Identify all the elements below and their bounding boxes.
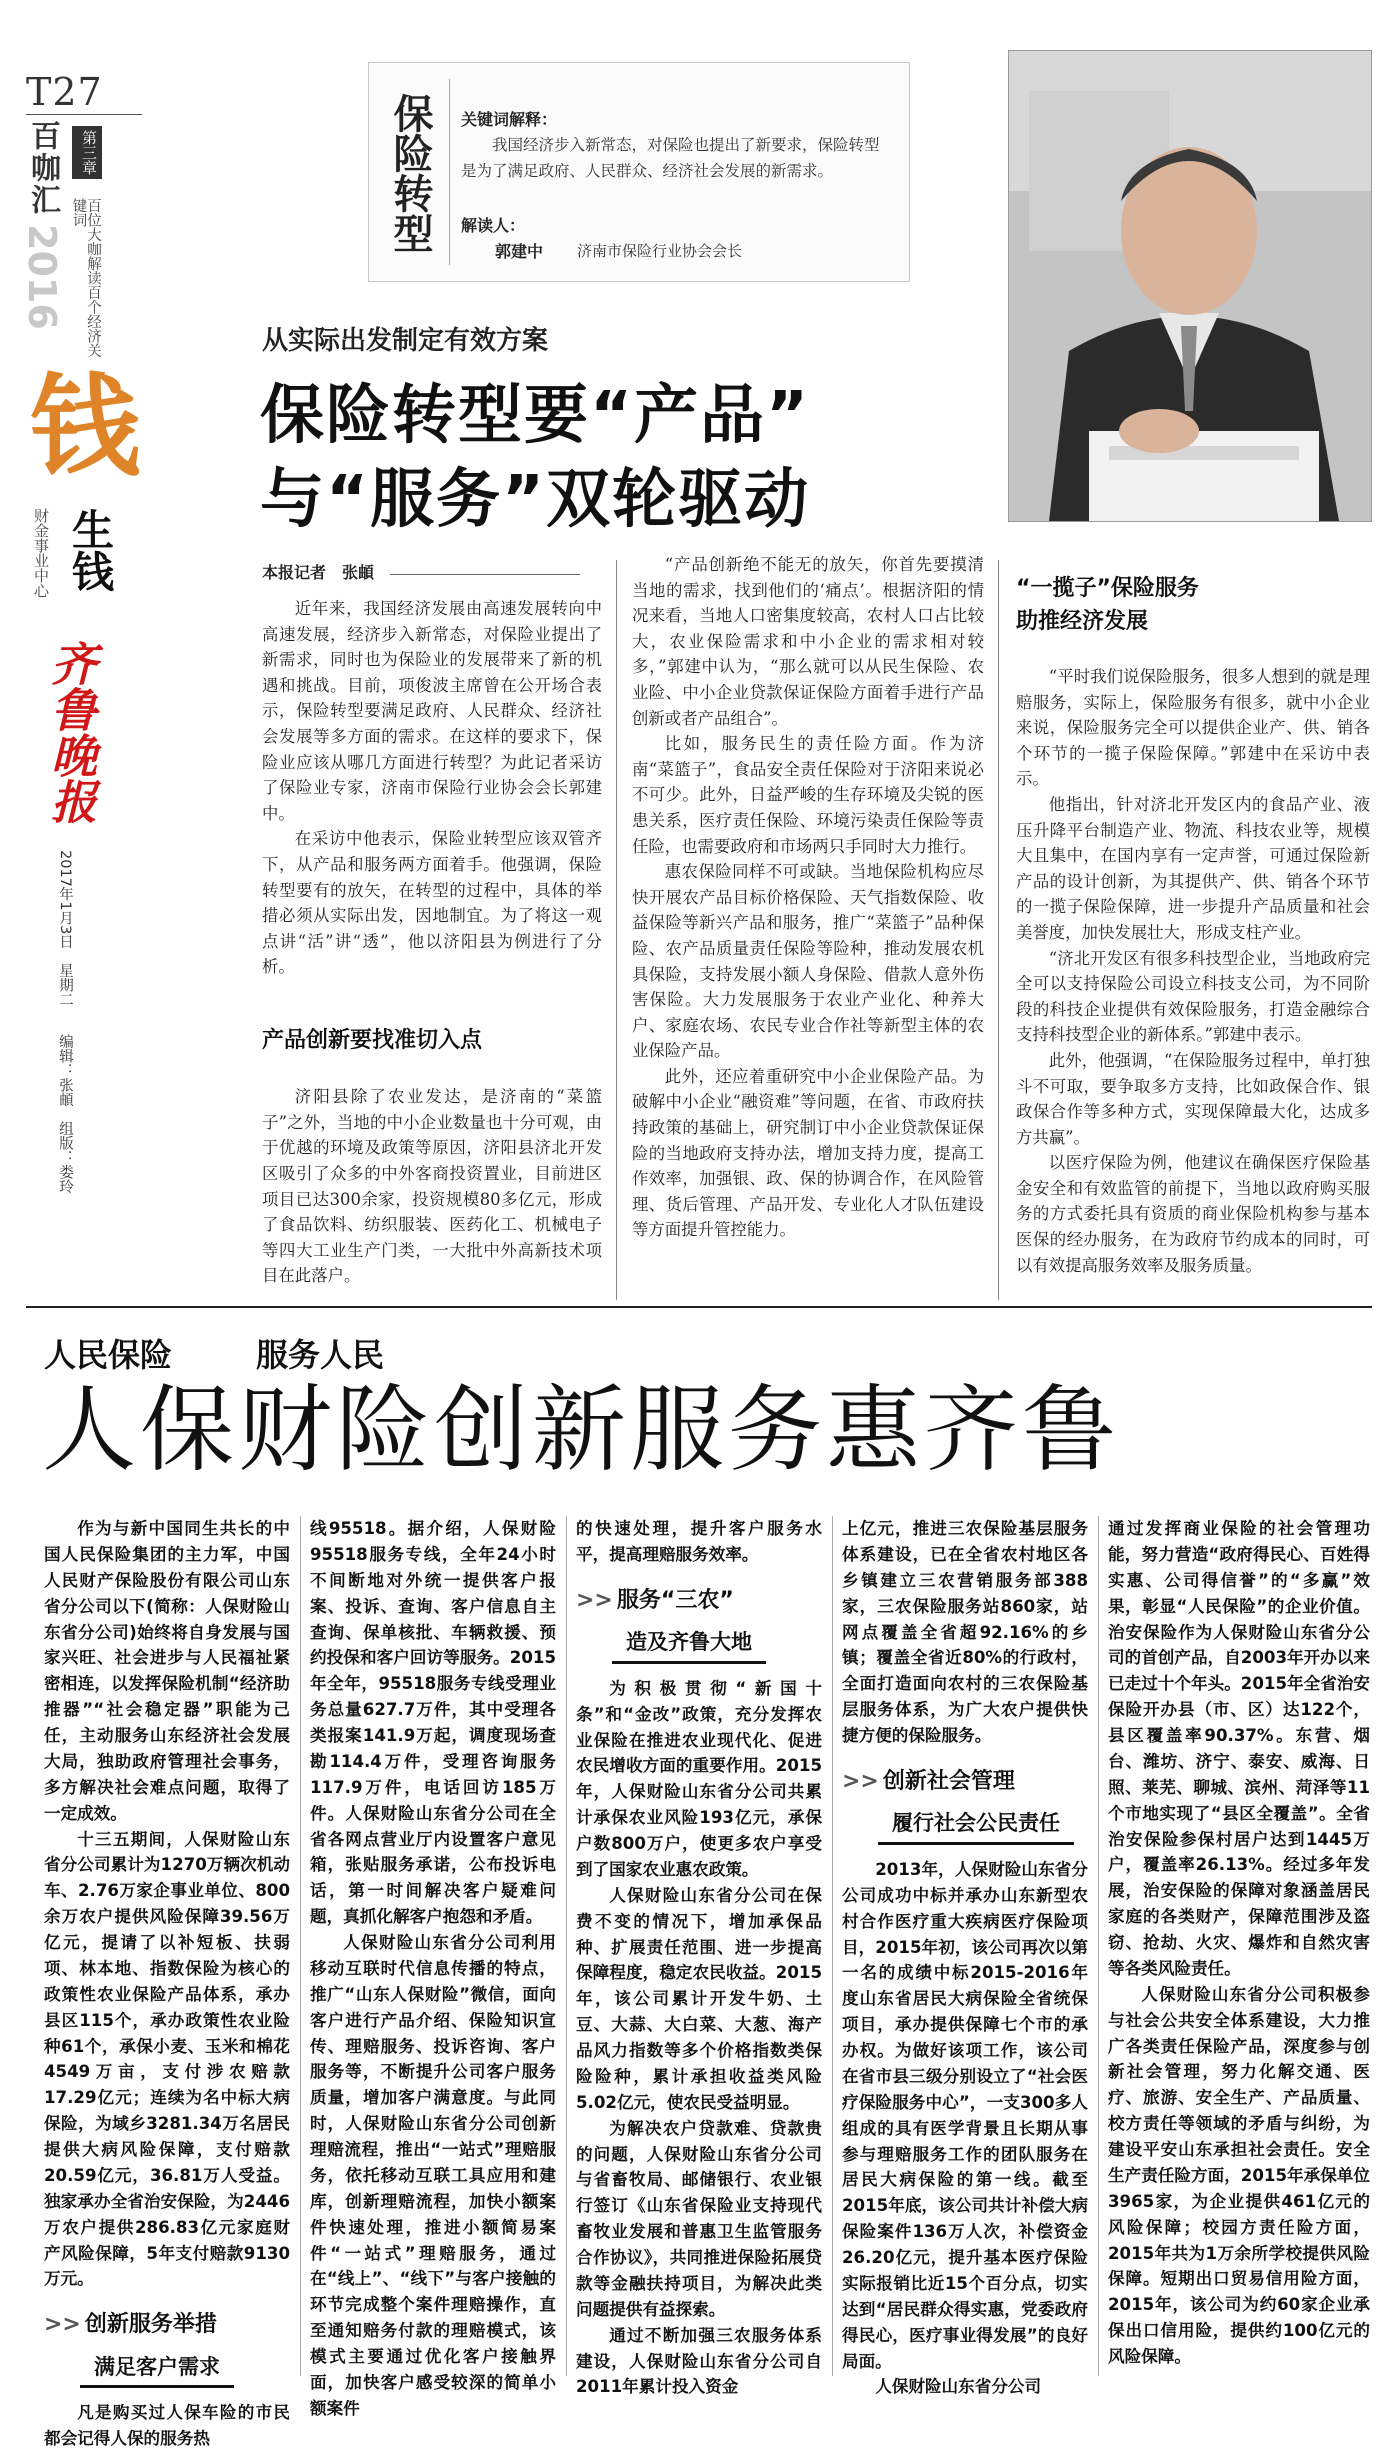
- column-divider: [998, 560, 999, 1300]
- paragraph: 通过不断加强三农服务体系建设，人保财险山东省分公司自2011年累计投入资金: [576, 2325, 822, 2397]
- article2-column-2: [310, 1516, 556, 2418]
- paragraph: 他指出，针对济北开发区内的食品产业、液压升降平台制造产业、物流、科技农业等，规模大且集中，在国内享有一定声誉，可通过保险新产品的设计创新，为其提供产、供、销各个环节的一揽子保险保障，进一步提升产品质量和社会美誉度，加快发展壮大，形成支柱产业。: [1016, 794, 1370, 942]
- byline-rule: [390, 574, 580, 575]
- keyword-label: 关键词解释：: [461, 110, 558, 129]
- paragraph: 以医疗保险为例，他建议在确保医疗保险基金安全和有效监管的前提下，当地以政府购买服务的方式委托具有资质的商业保险机构参与基本医保的经办服务，在为政府节约成本的同时，可以有效提高服务效率及服务质量。: [1016, 1153, 1370, 1275]
- paragraph: 为解决农户贷款难、贷款贵的问题，人保财险山东省分公司与省畜牧局、邮储银行、农业银行签订《山东省保险业支持现代畜牧业发展和普惠卫生监管服务合作协议》，共同推进保险拓展贷款等金融扶持项目，为解决此类问题提供有益探索。: [576, 2118, 822, 2319]
- paper-logo: 齐鲁晚报: [44, 640, 98, 824]
- keyword-explanation: 我国经济步入新常态，对保险也提出了新要求，保险转型是为了满足政府、人民群众、经济社会发展的新需求。: [461, 136, 880, 180]
- page-number: T27: [26, 70, 103, 114]
- paragraph: 2013年，人保财险山东省分公司成功中标并承办山东新型农村合作医疗重大疾病医疗保险项目，2015年初，该公司再次以第一名的成绩中标2015-2016年度山东省居民大病保险全省统保项目，承办提供保障七个市的承办权。为做好该项工作，该公司在省市县三级分别设立了“社会医疗保险服务中心”，一支300多人组成的具有医学背景且长期从事参与理赔服务工作的团队服务在居民大病保险的第一线。截至2015年底，该公司共计补偿大病保险案件136万人次，补偿资金26.20亿元，提升基本医疗保险实际报销比近15个百分点，切实达到“居民群众得实惠，党委政府得民心，医疗事业得发展”的良好局面。: [842, 1859, 1088, 2371]
- masthead-rule: [26, 114, 142, 115]
- article2-column-4: [842, 1516, 1088, 2397]
- date-line: 2017年1月3日 星期二: [57, 850, 73, 1007]
- subheading-line1: “一揽子”保险服务: [1016, 576, 1199, 601]
- portrait-illustration: [1009, 51, 1371, 521]
- paragraph: 凡是购买过人保车险的市民都会记得人保的服务热: [44, 2403, 290, 2449]
- paragraph: “平时我们说保险服务，很多人想到的就是理赔服务，实际上，保险服务有很多，就中小企业来说，保险服务完全可以提供企业产、供、销各个环节的一揽子保险保障。”郭建中在采访中表示。: [1016, 667, 1370, 789]
- editor-line: 编辑：张頔 组版：娄玲: [57, 1034, 73, 1194]
- paragraph: 的快速处理，提升客户服务水平，提高理赔服务效率。: [576, 1519, 822, 1564]
- article1-byline: 本报记者 张頔: [262, 563, 375, 582]
- paragraph: 惠农保险同样不可或缺。当地保险机构应尽快开展农产品目标价格保险、天气指数保险、收益保险等新兴产品和服务，推广“菜篮子”品种保险、农产品质量责任保险等险种，推动发展农机具保险，支持发展小额人身保险、借款人意外伤害保险。大力发展服务于农业产业化、种养大户、家庭农场、农民专业合作社等新型主体的农业保险产品。: [632, 862, 984, 1061]
- column-divider: [566, 1516, 567, 2376]
- paragraph: 人保财险山东省分公司积极参与社会公共安全体系建设，大力推广各类责任保险产品，深度参与创新社会管理，努力化解交通、医疗、旅游、安全生产、产品质量、校方责任等领域的矛盾与纠纷，为建设平安山东承担社会责任。安全生产责任险方面，2015年承保单位3965家，为企业提供461亿元的风险保障；校园方责任险方面，2015年共为1万余所学校提供风险保障。短期出口贸易信用险方面，2015年，该公司为约60家企业承保出口信用险，提供约100亿元的风险保障。: [1108, 1984, 1370, 2366]
- paragraph: 此外，还应着重研究中小企业保险产品。为破解中小企业“融资难”等问题，在省、市政府扶持政策的基础上，研究制订中小企业贷款保证保险的当地政府支持办法，增加支持力度，提高工作效率，加强银、政、保的协调合作，在风险管理、货后管理、产品开发、专业化人才队伍建设等方面提升管控能力。: [632, 1066, 984, 1240]
- paragraph: 上亿元，推进三农保险基层服务体系建设，已在全省农村地区各乡镇建立三农营销服务部388家，三农保险服务站860家，站网点覆盖全省超92.16%的乡镇；覆盖全省近80%的行政村，全面打造面向农村的三农保险基层服务体系，为广大农户提供快捷方便的保险服务。: [842, 1519, 1088, 1745]
- article2-tagline-1: 人民保险: [44, 1336, 173, 1374]
- interpreter-name: 郭建中: [495, 242, 544, 261]
- column-divider: [300, 1516, 301, 2376]
- column-divider: [616, 560, 617, 1300]
- article1-headline-line1: 保险转型要“产品”: [260, 379, 811, 453]
- paragraph: 在采访中他表示，保险业转型应该双管齐下，从产品和服务两方面着手。他强调，保险转型要有的放矢，在转型的过程中，具体的举措必须从实际出发，因地制宜。为了将这一观点讲“活”讲“透”，他以济阳县为例进行了分析。: [262, 829, 602, 977]
- paragraph: 人保财险山东省分公司在保费不变的情况下，增加承保品种、扩展责任范围、进一步提高保障程度，稳定农民收益。2015年，该公司累计开发牛奶、土豆、大蒜、大白菜、大葱、海产品风力指数等多个价格指数类保险险种，累计承担收益类风险5.02亿元，使农民受益明显。: [576, 1885, 822, 2112]
- subheading-line2: 助推经济发展: [1016, 609, 1149, 634]
- series-description: 百位大咖解读百个经济关键词: [70, 198, 101, 358]
- article2-column-1: [44, 1516, 290, 2449]
- series-year: 2016: [20, 224, 64, 330]
- paragraph: 此外，他强调，“在保险服务过程中，单打独斗不可取，要争取多方支持，比如政保合作、银政保合作等多种方式，实现保障最大化，达成多方共赢”。: [1016, 1050, 1370, 1147]
- double-chevron-icon: >>: [576, 1587, 613, 1613]
- keyword-divider: [449, 79, 450, 265]
- subheading-block: [576, 1584, 822, 1664]
- subheading-block: [842, 1765, 1088, 1845]
- paragraph: 线95518。据介绍，人保财险95518服务专线，全年24小时不间断地对外统一提供客户报案、投诉、查询、客户信息自主查询、保单核批、车辆救援、预约投保和客户回访等服务。2015年全年，95518服务专线受理业务总量627.7万件，其中受理各类报案141.9万起，调度现场查勘114.4万件，受理咨询服务117.9万件，电话回访185万件。人保财险山东省分公司在全省各网点营业厅内设置客户意见箱，张贴服务承诺，公布投诉电话，第一时间解决客户疑难问题，真抓化解客户抱怨和矛盾。: [310, 1519, 556, 1927]
- article1-headline-line2: 与“服务”双轮驱动: [260, 463, 811, 537]
- paragraph: 为积极贯彻“新国十条”和“金改”政策，充分发挥农业保险在推进农业现代化、促进农民增收方面的重要作用。2015年，人保财险山东省分公司共累计承保农业风险193亿元，承保户数800万户，使更多农户享受到了国家农业惠农政策。: [576, 1678, 822, 1879]
- article1-column-2: [632, 552, 984, 1300]
- subheading: 产品创新要找准切入点: [262, 1027, 483, 1053]
- subheading-kicker: [842, 1765, 1088, 1799]
- subheading-bar: 履行社会公民责任: [878, 1805, 1074, 1845]
- interpreter-label: 解读人：: [461, 216, 526, 235]
- paragraph: 济阳县除了农业发达，是济南的“菜篮子”之外，当地的中小企业数量也十分可观，由于优越的环境及政策等原因，济阳县济北开发区吸引了众多的中外客商投资置业，目前进区项目已达300余家，投资规模80多亿元，形成了食品饮料、纺织服装、医药化工、机械电子等四大工业生产门类，一大批中外高新技术项目在此落户。: [262, 1087, 602, 1286]
- subheading-block: [44, 2308, 290, 2388]
- column-divider: [1098, 1516, 1099, 2376]
- interviewee-photo: [1008, 50, 1372, 522]
- subheading-bar: 满足客户需求: [80, 2349, 234, 2389]
- subheading-kicker-text: 创新社会管理: [882, 1768, 1015, 1794]
- double-chevron-icon: >>: [44, 2312, 81, 2338]
- article1-kicker: 从实际出发制定有效方案: [262, 326, 549, 356]
- section-unit: 财金事业中心: [32, 508, 50, 598]
- article2-column-3: [576, 1516, 822, 2397]
- keyword-box: [368, 62, 910, 282]
- paragraph: 人保财险山东省分公司: [875, 2377, 1042, 2397]
- series-block: [20, 120, 140, 360]
- paragraph: “产品创新绝不能无的放矢，你首先要摸清当地的需求，找到他们的‘痛点’。根据济阳的情况来看，当地人口密集度较高，农村人口占比较大，农业保险需求和中小企业的需求相对较多，”郭建中认为，“那么就可以从民生保险、农业险、中小企业贷款保证保险方面着手进行产品创新或者产品组合”。: [632, 555, 984, 728]
- paragraph: 近年来，我国经济发展由高速发展转向中高速发展，经济步入新常态，对保险业提出了新需求，同时也为保险业的发展带来了新的机遇和挑战。目前，项俊波主席曾在公开场合表示，保险转型要满足政府、人民群众、经济社会发展等多方面的需求。在这样的要求下，保险业应该从哪几方面进行转型？为此记者采访了保险业专家，济南市保险行业协会会长郭建中。: [262, 599, 602, 823]
- series-brand: 百咖汇: [25, 120, 60, 216]
- section-divider: [26, 1306, 1372, 1308]
- paragraph: 十三五期间，人保财险山东省分公司累计为1270万辆次机动车、2.76万家企事业单位、800余万农户提供风险保障39.56万亿元，提请了以补短板、扶弱项、林本地、指数保险为核心的政策性农业保险产品体系，承办县区115个，承办政策性农业险种61个，承保小麦、玉米和棉花4549万亩，支付涉农赔款17.29亿元；连续为名中标大病保险，为域乡3281.34万名居民提供大病风险保障，支付赔款20.59亿元，36.81万人受益。独家承办全省治安保险，为2446万农户提供286.83亿元家庭财产风险保障，5年支付赔款9130万元。: [44, 1829, 290, 2289]
- paragraph: 通过发挥商业保险的社会管理功能，努力营造“政府得民心、百姓得实惠、公司得信誉”的“多赢”效果，彰显“人民保险”的企业价值。治安保险作为人保财险山东省分公司的首创产品，自2003年开办以来已走过十个年头。2015年全省治安保险开办县（市、区）达122个，县区覆盖率90.37%。东营、烟台、潍坊、济宁、泰安、威海、日照、莱芜、聊城、滨州、菏泽等11个市地实现了“县区全覆盖”。全省治安保险参保村居户达到1445万户，覆盖率26.13%。经过多年发展，治安保险的保障对象涵盖居民家庭的各类财产，保障范围涉及盗窃、抢劫、火灾、爆炸和自然灾害等各类风险责任。: [1108, 1519, 1370, 1978]
- paragraph: 人保财险山东省分公司利用移动互联时代信息传播的特点，推广“山东人保财险”微信，面向客户进行产品介绍、保险知识宣传、理赔服务、投诉咨询、客户服务等，不断提升公司客户服务质量，增加客户满意度。与此同时，人保财险山东省分公司创新理赔流程，推出“一站式”理赔服务，依托移动互联工具应用和建库，创新理赔流程，加快小额案件快速处理，推进小额简易案件“一站式”理赔服务，通过在“线上”、“线下”与客户接触的环节完成整个案件理赔操作，直至通知赔务付款的理赔模式，该模式主要通过优化客户接触界面，加快客户感受较深的简单小额案件: [310, 1933, 556, 2418]
- section-big-char: 钱: [30, 362, 140, 491]
- keyword-term: 保险转型: [387, 93, 434, 253]
- section-sub: 生钱: [66, 508, 115, 592]
- subheading-kicker: [576, 1584, 822, 1618]
- subheading-kicker-text: 服务“三农”: [616, 1587, 734, 1613]
- article2-headline: 人保财险创新服务惠齐鲁: [42, 1376, 1121, 1485]
- article2-column-5: [1108, 1516, 1370, 2376]
- paragraph: 比如，服务民生的责任险方面。作为济南“菜篮子”，食品安全责任保险对于济阳来说必不可少。此外，日益严峻的生存环境及尖锐的医患关系，医疗责任保险、环境污染责任保险等责任险，也需要政府和市场两只手同时大力推行。: [632, 734, 984, 856]
- paragraph: 作为与新中国同生共长的中国人民保险集团的主力军，中国人民财产保险股份有限公司山东省分公司以下(简称：人保财险山东省分公司)始终将自身发展与国家兴旺、社会进步与人民福祉紧密相连，以发挥保险机制“经济助推器”“社会稳定器”职能为己任，主动服务山东经济社会发展大局，独助政府管理社会事务，多方解决社会难点问题，取得了一定成效。: [44, 1519, 290, 1823]
- interpreter-title: 济南市保险行业协会会长: [577, 242, 743, 260]
- double-chevron-icon: >>: [842, 1768, 879, 1794]
- subheading-bar: 造及齐鲁大地: [612, 1624, 766, 1664]
- subheading-kicker: [44, 2308, 290, 2342]
- article2-tagline-2: 服务人民: [256, 1336, 385, 1374]
- subheading-kicker-text: 创新服务举措: [84, 2312, 217, 2338]
- article1-column-3: [1016, 572, 1370, 1302]
- paragraph: “济北开发区有很多科技型企业，当地政府完全可以支持保险公司设立科技支公司，为不同阶段的科技企业提供有效保险服务，打造金融综合支持科技型企业的新体系。”郭建中表示。: [1016, 948, 1370, 1045]
- article1-column-1: [262, 596, 602, 1304]
- column-divider: [832, 1516, 833, 2376]
- chapter-badge: 第三章: [72, 126, 102, 179]
